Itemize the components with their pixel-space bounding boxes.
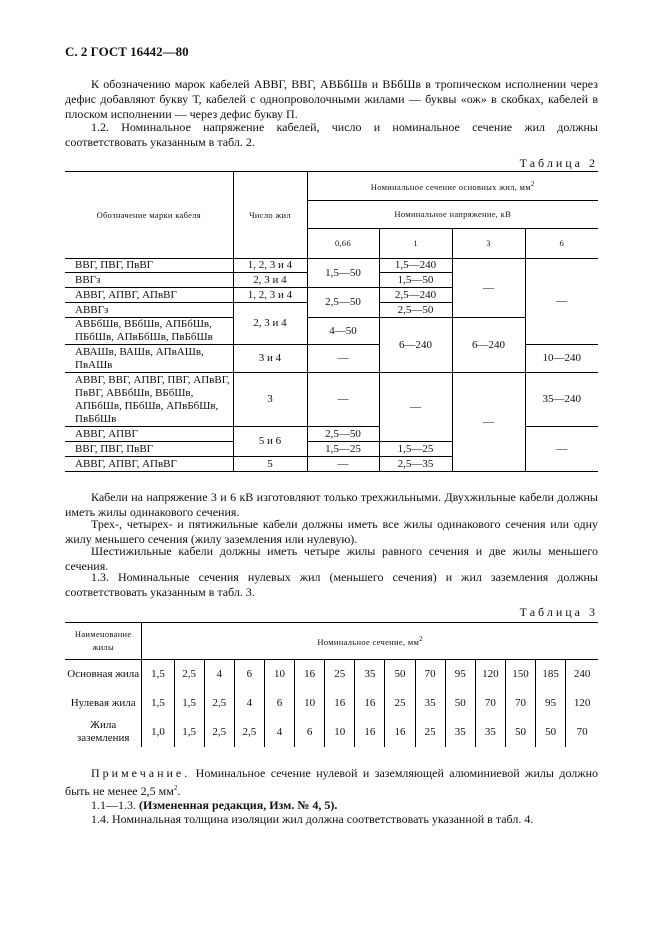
paragraph-1-4: 1.4. Номинальная толщина изоляции жил должна соответствовать указанной в табл. 4.: [91, 812, 534, 826]
t3-row-main: [65, 660, 598, 689]
t3-value-cell: 1,5: [142, 689, 174, 718]
t2-v066: 2,5—50: [307, 288, 379, 318]
t3-value-cell: 70: [415, 660, 445, 689]
t2-v1: 1,5—50: [379, 273, 452, 288]
t3-row-name: Нулевая жила: [65, 689, 142, 718]
t2-v066: —: [307, 373, 379, 427]
note: [65, 766, 598, 799]
t2-mark: АВБбШв, ВБбШв, АПБбШв, ПБбШв, АПвБбШв, ПвБбШв: [65, 318, 233, 345]
t3-value-cell: 4: [234, 689, 264, 718]
t2-v1: 1,5—240: [379, 259, 452, 273]
note-sup: 2: [173, 784, 178, 792]
t2-v066: —: [307, 345, 379, 373]
t3-value-cell: 35: [415, 689, 445, 718]
t3-value-cell: 6: [264, 689, 294, 718]
t3-value-cell: 185: [536, 660, 566, 689]
t2-head-v3: 3: [452, 229, 525, 259]
t3-row-ground: [65, 718, 598, 747]
t2-head-section-text: Номинальное сечение основных жил, мм: [370, 181, 531, 192]
t2-mark: ВВГ, ПВГ, ПвВГ: [65, 442, 233, 457]
t3-value-cell: 50: [445, 689, 475, 718]
t2-mark: ВВГз: [65, 273, 233, 288]
t3-value-cell: 6: [295, 718, 325, 747]
t2-v6: 10—240: [525, 345, 598, 373]
amendment-text: (Измененная редакция, Изм. № 4, 5).: [139, 798, 338, 812]
t3-value-cell: 120: [573, 696, 591, 709]
t3-value-cell: 70: [576, 725, 588, 738]
t3-value-cell: 4: [264, 718, 294, 747]
t2-mark: АВВГ, ВВГ, АПВГ, ПВГ, АПвВГ, ПвВГ, АВБбШв, ВБбШв, АПБбШв, ПБбШв, АПвБбШв, ПвБбШв: [65, 373, 233, 427]
t2-count: 1, 2, 3 и 4: [233, 288, 307, 303]
t3-row-neutral: [65, 689, 598, 718]
t3-value-cell: 50: [536, 718, 566, 747]
t2-count: 5 и 6: [233, 427, 307, 457]
t3-value-cell: 95: [445, 660, 475, 689]
t3-value-cell: 16: [355, 718, 385, 747]
note-label: Примечание.: [91, 766, 191, 780]
t3-value-cell: 16: [325, 689, 355, 718]
t3-value-cell: 1,5: [174, 689, 204, 718]
t3-value-cell: 1,5: [174, 718, 204, 747]
t2-v6: —: [525, 259, 598, 345]
t2-count: 3 и 4: [233, 345, 307, 373]
t3-value-cell: 10: [264, 660, 294, 689]
t2-count: 5: [233, 457, 307, 472]
t2-v1: —: [379, 373, 452, 442]
t2-head-count: Число жил: [233, 172, 307, 259]
t2-head-v066: 0,66: [307, 229, 379, 259]
t3-value-cell: 10: [325, 718, 355, 747]
t2-v066: 1,5—50: [307, 259, 379, 288]
t3-value-cell: 6: [234, 660, 264, 689]
paragraph-3-6kv: Кабели на напряжение 3 и 6 кВ изготовляют только трехжильными. Двухжильные кабели должны иметь жилы одинакового сечения.: [65, 490, 598, 519]
t2-count: 3: [233, 373, 307, 427]
t3-value-cell: 35: [355, 660, 385, 689]
t3-value-cell: 1,0: [142, 718, 174, 747]
t2-mark: АВВГ, АПВГ: [65, 427, 233, 442]
t3-value-cell: 70: [505, 689, 535, 718]
paragraph-1-2: 1.2. Номинальное напряжение кабелей, число и номинальное сечение жил должны соответствовать указанным в табл. 2.: [65, 120, 598, 149]
t2-head-voltage: Номинальное напряжение, кВ: [307, 201, 598, 229]
t2-v066: 1,5—25: [307, 442, 379, 457]
t3-value-cell: 2,5: [174, 660, 204, 689]
t3-head-section-sup: 2: [419, 635, 423, 644]
t3-value-cell: 35: [475, 718, 505, 747]
paragraph-three-four-five: Трех-, четырех- и пятижильные кабели должны иметь все жилы одинакового сечения или одну жилу меньшего сечения (жилу заземления или нулевую).: [65, 517, 598, 546]
t2-head-v6: 6: [525, 229, 598, 259]
t3-head-name: Наименование жилы: [65, 623, 142, 660]
t2-v1: 2,5—240: [379, 288, 452, 303]
t3-value-cell: 16: [295, 660, 325, 689]
t3-value-cell: 2,5: [204, 689, 234, 718]
t3-value-cell: 1,5: [142, 660, 174, 689]
t3-value-cell: 70: [475, 689, 505, 718]
t2-v066: —: [307, 457, 379, 472]
t3-value-cell: 95: [536, 689, 566, 718]
t2-head-section: [307, 172, 598, 201]
t2-v1: 1,5—25: [379, 442, 452, 457]
t3-value-cell: 50: [505, 718, 535, 747]
table2-caption: Таблица 2: [519, 156, 598, 170]
t2-v1: 6—240: [379, 318, 452, 373]
table-3: [65, 622, 598, 747]
t3-head-section-text: Номинальное сечение, мм: [317, 636, 420, 647]
t2-count: 2, 3 и 4: [233, 273, 307, 288]
t2-v3: —: [452, 373, 525, 472]
t3-value-cell: 25: [385, 689, 415, 718]
t3-value-cell: 2,5: [234, 718, 264, 747]
t3-value-cell: 150: [505, 660, 535, 689]
t3-value-cell: 240: [573, 667, 591, 680]
t2-head-v1: 1: [379, 229, 452, 259]
t2-head-mark: Обозначение марки кабеля: [65, 172, 233, 259]
t3-value-cell: 10: [295, 689, 325, 718]
paragraph-tropical: К обозначению марок кабелей АВВГ, ВВГ, АВБбШв и ВБбШв в тропическом исполнении через дефис добавляют букву Т, кабелей с однопроволочными жилами — буквы «ож» в скобках, кабелей в плоском исполнении — через дефис букву П.: [65, 77, 598, 121]
t3-value-cell: 35: [445, 718, 475, 747]
t2-v6: 35—240: [525, 373, 598, 427]
table3-caption: Таблица 3: [519, 605, 598, 619]
amendment-line: [91, 798, 598, 813]
t2-mark: АВВГз: [65, 303, 233, 318]
t2-mark: АВАШв, ВАШв, АПвАШв, ПвАШв: [65, 345, 233, 373]
t2-v1: 2,5—50: [379, 303, 452, 318]
t3-head-section: [142, 623, 598, 660]
page-header: С. 2 ГОСТ 16442—80: [65, 44, 189, 59]
t3-value-cell: 25: [415, 718, 445, 747]
t3-value-cell: 16: [355, 689, 385, 718]
t2-count: 2, 3 и 4: [233, 303, 307, 345]
t3-value-cell: 2,5: [204, 718, 234, 747]
t2-mark: ВВГ, ПВГ, ПвВГ: [65, 259, 233, 273]
t2-mark: АВВГ, АПВГ, АПвВГ: [65, 457, 233, 472]
t2-v066: 4—50: [307, 318, 379, 345]
t3-value-cell: 25: [325, 660, 355, 689]
t3-row-name: Жила заземления: [65, 718, 142, 747]
t3-row-name: Основная жила: [65, 660, 142, 689]
t2-v1: 2,5—35: [379, 457, 452, 472]
t3-value-cell: 120: [475, 660, 505, 689]
amendment-prefix: 1.1—1.3.: [91, 798, 139, 812]
t3-value-cell: 50: [385, 660, 415, 689]
t2-v066: 2,5—50: [307, 427, 379, 442]
table-2: [65, 171, 598, 472]
t3-value-cell: 16: [385, 718, 415, 747]
note-end: .: [177, 784, 181, 798]
t2-count: 1, 2, 3 и 4: [233, 259, 307, 273]
t2-v3: 6—240: [452, 318, 525, 373]
t2-mark: АВВГ, АПВГ, АПвВГ: [65, 288, 233, 303]
note-text: Номинальное сечение нулевой и заземляющей алюминиевой жилы должно быть не менее 2,5 мм: [65, 766, 598, 798]
t2-v6: —: [525, 427, 598, 472]
t2-head-section-sup: 2: [530, 180, 535, 189]
t3-value-cell: 4: [204, 660, 234, 689]
paragraph-1-3: 1.3. Номинальные сечения нулевых жил (меньшего сечения) и жил заземления должны соответствовать указанным в табл. 3.: [65, 570, 598, 599]
t2-v3: —: [452, 259, 525, 318]
paragraph-six-core: Шестижильные кабели должны иметь четыре жилы равного сечения и две жилы меньшего сечения.: [65, 544, 598, 573]
